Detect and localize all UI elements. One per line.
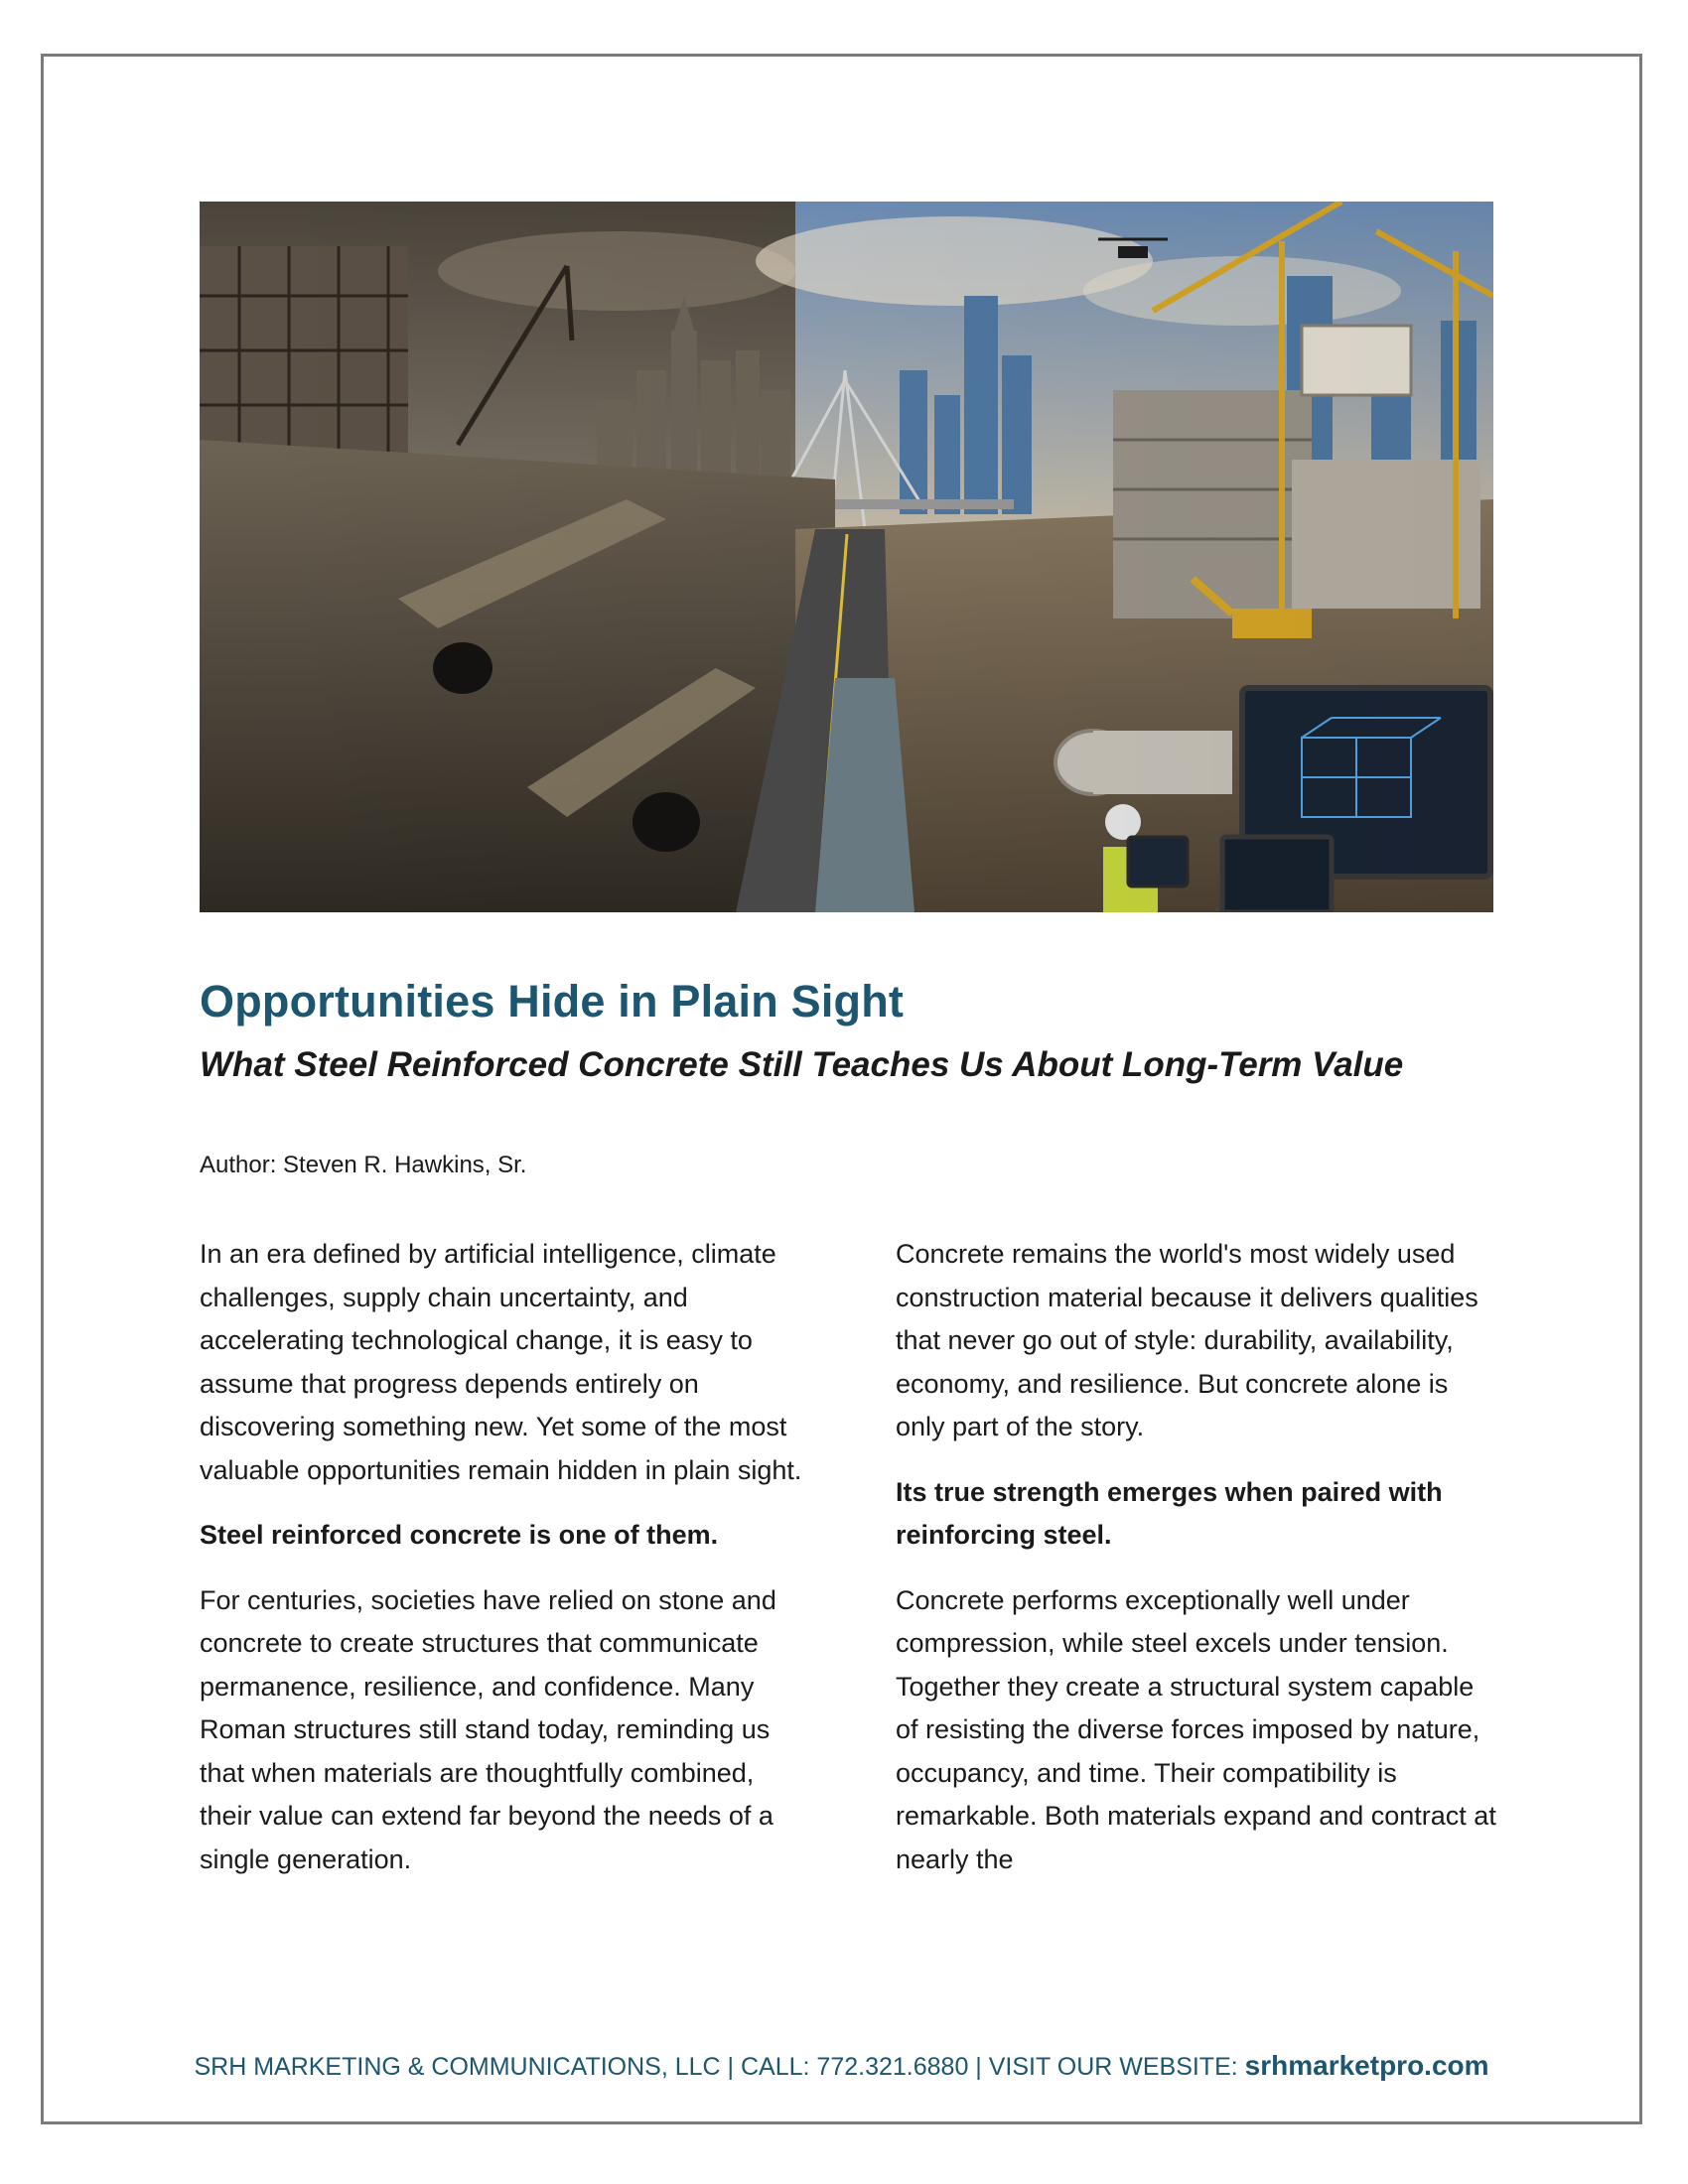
paragraph-bold: Steel reinforced concrete is one of them.	[200, 1520, 719, 1550]
article-title: Opportunities Hide in Plain Sight	[200, 976, 905, 1026]
right-column	[896, 1233, 1501, 1903]
footer	[41, 2050, 1642, 2082]
construction-then-and-now-image	[200, 202, 1493, 912]
footer-contact: SRH MARKETING & COMMUNICATIONS, LLC | CALL: 772.321.6880 | VISIT OUR WEBSITE:	[194, 2053, 1245, 2081]
paragraph: For centuries, societies have relied on stone and concrete to create structures that communicate permanence, resilience, and confidence. Many Roman structures still stand today, reminding us that when materials are thoughtfully combined, their value can extend far beyond the needs of a single generation.	[200, 1584, 776, 1874]
article-subtitle: What Steel Reinforced Concrete Still Teaches Us About Long-Term Value	[200, 1045, 1404, 1084]
paragraph: Concrete remains the world's most widely used construction material because it delivers qualities that never go out of style: durability, availability, economy, and resilience. But concrete alone is only part of the story.	[896, 1239, 1478, 1441]
paragraph-bold: Its true strength emerges when paired with reinforcing steel.	[896, 1476, 1443, 1550]
paragraph: In an era defined by artificial intelligence, climate challenges, supply chain uncertainty, and accelerating technological change, it is easy to assume that progress depends entirely on discovering something new. Yet some of the most valuable opportunities remain hidden in plain sight.	[200, 1239, 802, 1485]
author-byline: Author: Steven R. Hawkins, Sr.	[200, 1152, 527, 1178]
hero-image	[200, 202, 1493, 912]
paragraph: Concrete performs exceptionally well under compression, while steel excels under tension. Together they create a structural system capable of resisting the diverse forces imposed by nature, occupancy, and time. Their compatibility is remarkable. Both materials expand and contract at nearly the	[896, 1584, 1496, 1874]
website-link[interactable]: srhmarketpro.com	[1244, 2050, 1489, 2081]
left-column	[200, 1233, 805, 1903]
